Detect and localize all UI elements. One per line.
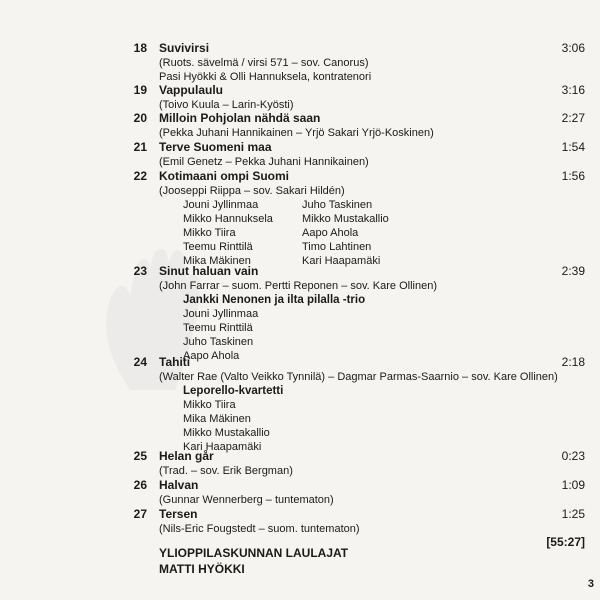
performer: Mikko Hannuksela (183, 213, 273, 225)
track-credits: (Trad. – sov. Erik Bergman) (159, 465, 293, 477)
track-number: 22 (133, 169, 147, 183)
performer: Mikko Mustakallio (302, 213, 389, 225)
track-number: 24 (133, 355, 147, 369)
conductor-name: MATTI HYÖKKI (159, 562, 245, 576)
track-number: 26 (133, 478, 147, 492)
performer: Teemu Rinttilä (183, 241, 253, 253)
performer: Juho Taskinen (302, 199, 373, 211)
track-number: 23 (133, 264, 147, 278)
track-number: 20 (133, 111, 147, 125)
track-duration: 1:56 (561, 169, 585, 183)
total-duration: [55:27] (546, 535, 585, 549)
performer-group: Leporello-kvartetti (183, 385, 284, 397)
track-credits: (Jooseppi Riippa – sov. Sakari Hildén) (159, 185, 345, 197)
track-credits: (Pekka Juhani Hannikainen – Yrjö Sakari Yrjö-Koskinen) (159, 127, 434, 139)
performer: Mika Mäkinen (183, 255, 251, 267)
track-duration: 1:54 (561, 140, 585, 154)
performer: Mika Mäkinen (183, 413, 251, 425)
performer: Mikko Tiira (183, 399, 236, 411)
track-number: 18 (133, 41, 147, 55)
track-credits: (John Farrar – suom. Pertti Reponen – sov. Kare Ollinen) (159, 280, 437, 292)
performer: Juho Taskinen (183, 336, 254, 348)
page-number: 3 (587, 578, 594, 590)
track-title: Halvan (159, 478, 199, 492)
track-duration: 1:25 (561, 507, 585, 521)
track-title: Suvivirsi (159, 41, 210, 55)
track-duration: 2:18 (561, 355, 585, 369)
performer: Mikko Mustakallio (183, 427, 270, 439)
performer: Timo Lahtinen (302, 241, 372, 253)
performer: Aapo Ahola (302, 227, 359, 239)
track-title: Milloin Pohjolan nähdä saan (159, 111, 321, 125)
track-credits: (Walter Rae (Valto Veikko Tynnilä) – Dagmar Parmas-Saarnio – sov. Kare Ollinen) (159, 371, 558, 383)
performer: Jouni Jyllinmaa (183, 308, 259, 320)
performer: Kari Haapamäki (183, 441, 262, 453)
track-number: 19 (133, 83, 147, 97)
track-duration: 1:09 (561, 478, 585, 492)
track-duration: 3:06 (561, 41, 585, 55)
track-credits: (Gunnar Wennerberg – tuntematon) (159, 494, 334, 506)
track-title: Helan går (159, 449, 214, 463)
track-title: Vappulaulu (159, 83, 224, 97)
track-title: Kotimaani ompi Suomi (159, 169, 290, 183)
track-credits: (Emil Genetz – Pekka Juhani Hannikainen) (159, 156, 369, 168)
track-number: 21 (133, 140, 147, 154)
performer-group: Jankki Nenonen ja ilta pilalla -trio (183, 294, 366, 306)
track-title: Tersen (159, 507, 198, 521)
track-duration: 3:16 (561, 83, 585, 97)
performer: Mikko Tiira (183, 227, 236, 239)
track-duration: 2:39 (561, 264, 585, 278)
choir-name: YLIOPPILASKUNNAN LAULAJAT (159, 546, 349, 560)
track-title: Tahiti (159, 355, 191, 369)
track-duration: 0:23 (561, 449, 585, 463)
track-number: 25 (133, 449, 147, 463)
track-credits: (Toivo Kuula – Larin-Kyösti) (159, 99, 294, 111)
performer: Teemu Rinttilä (183, 322, 253, 334)
track-title: Sinut haluan vain (159, 264, 259, 278)
performer: Jouni Jyllinmaa (183, 199, 259, 211)
track-number: 27 (133, 507, 147, 521)
performer: Aapo Ahola (183, 350, 240, 362)
track-performers: Pasi Hyökki & Olli Hannuksela, kontratenori (159, 71, 372, 83)
track-title: Terve Suomeni maa (159, 140, 272, 154)
performer: Kari Haapamäki (302, 255, 381, 267)
track-duration: 2:27 (561, 111, 585, 125)
track-credits: (Ruots. sävelmä / virsi 571 – sov. Canorus) (159, 57, 369, 69)
track-credits: (Nils-Eric Fougstedt – suom. tuntematon) (159, 523, 360, 535)
